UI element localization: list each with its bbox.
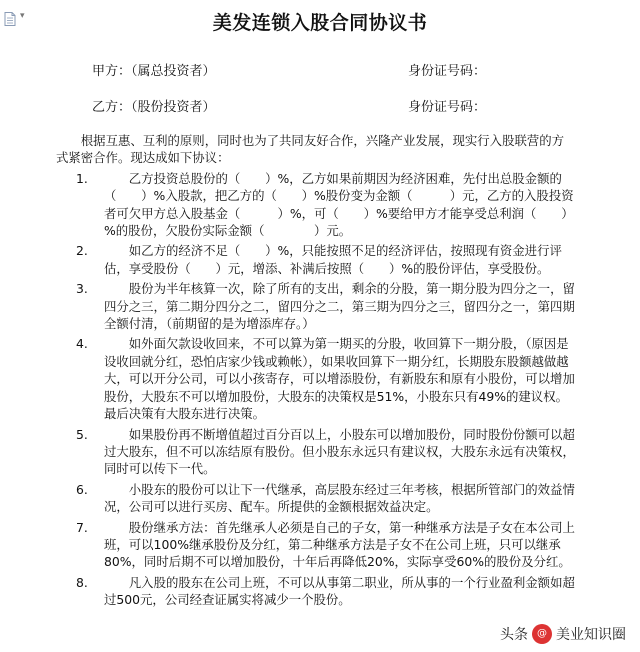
clause-list	[56, 170, 576, 609]
clause-item	[56, 170, 576, 240]
clause-item	[56, 335, 576, 422]
clause-text: 股份继承方法：首先继承人必须是自己的子女，第一种继承方法是子女在本公司上班，可以100%继承股份及分红，第二种继承方法是子女不在公司上班，只可以继承80%，同时后期不可以增加股份，十年后再降低20%，实际享受60%的股份及分红。	[104, 519, 575, 570]
clause-number: 4.	[76, 336, 88, 352]
clause-item	[56, 426, 576, 478]
clause-number: 6.	[76, 481, 88, 497]
party-b-label: 乙方：（股份投资者）	[92, 100, 216, 115]
clause-text: 凡入股的股东在公司上班，不可以从事第二职业，所从事的一个行业盈利金额如超过500元，公司经查证属实将减少一个股份。	[104, 574, 575, 608]
clause-item	[56, 519, 576, 571]
clause-text: 小股东的股份可以让下一代继承，高层股东经过三年考核，根据所管部门的效益情况，公司可以进行买房、配车。所提供的金额根据效益决定。	[104, 481, 575, 515]
clause-number: 5.	[76, 426, 88, 442]
clause-item	[56, 280, 576, 332]
clause-item	[56, 481, 576, 516]
clause-text: 如果股份再不断增值超过百分百以上，小股东可以增加股份，同时股份份额可以超过大股东，但不可以冻结原有股份。但小股东永远只有建议权，大股东永远有决策权，同时可以传下一代。	[104, 426, 575, 477]
clause-text: 如乙方的经济不足（ ）%，只能按照不足的经济评估，按照现有资金进行评估，享受股份（ ）元，增添、补满后按照（ ）%的股份评估，享受股份。	[104, 243, 562, 276]
party-a-id-label: 身份证号码：	[408, 64, 487, 79]
clause-number: 8.	[76, 574, 88, 590]
party-b-id-label: 身份证号码：	[408, 100, 487, 115]
clause-item	[56, 574, 576, 609]
caret-down-icon[interactable]: ▾	[20, 11, 25, 21]
clause-number: 3.	[76, 281, 88, 297]
watermark	[496, 622, 630, 646]
watermark-name: 美业知识圈	[556, 627, 626, 643]
clause-number: 2.	[76, 243, 88, 259]
party-a-label: 甲方：（属总投资者）	[92, 64, 216, 79]
intro-paragraph: 根据互惠、互利的原则，同时也为了共同友好合作，兴隆产业发展，现实行入股联营的方式紧密合作。现达成如下协议：	[56, 133, 565, 166]
clause-item	[56, 242, 576, 277]
agreement-body	[56, 132, 576, 609]
clause-text: 股份为半年核算一次，除了所有的支出，剩余的分股，第一期分股为四分之一，留四分之三，第二期分四分之二，留四分之二，第三期为四分之三，留四分之一，第四期全额付清，（前期留的是为增添库存。）	[104, 281, 575, 332]
clause-number: 1.	[76, 170, 88, 186]
clause-text: 如外面欠款设收回来，不可以算为第一期买的分股，收回算下一期分股，（原因是设收回就分红，恐怕店家少钱或赖帐），如果收回算下一期分红，长期股东股额越做越大，可以开分公司，可以小孩寄存，可以增添股份，有新股东和原有小股份，可以增加股份，大股东不可以增加股份，大股东的决策权是51%，小股东只有49%的建议权。最后决策有大股东进行决策。	[104, 336, 575, 422]
clause-number: 7.	[76, 519, 88, 535]
document-title: 美发连锁入股合同协议书	[212, 12, 428, 34]
clause-text: 乙方投资总股份的（ ）%，乙方如果前期因为经济困难，先付出总股金额的（ ）%入股款，把乙方的（ ）%股份变为金额（ ）元，乙方的入股投资者可欠甲方总入股基金（ ）%，可（ ）%要给甲方才能享受总利润（ ）%的股份，欠股份实际金额（ ）元。	[104, 170, 574, 239]
at-logo-icon: @	[532, 624, 552, 644]
watermark-prefix: 头条	[500, 627, 528, 643]
